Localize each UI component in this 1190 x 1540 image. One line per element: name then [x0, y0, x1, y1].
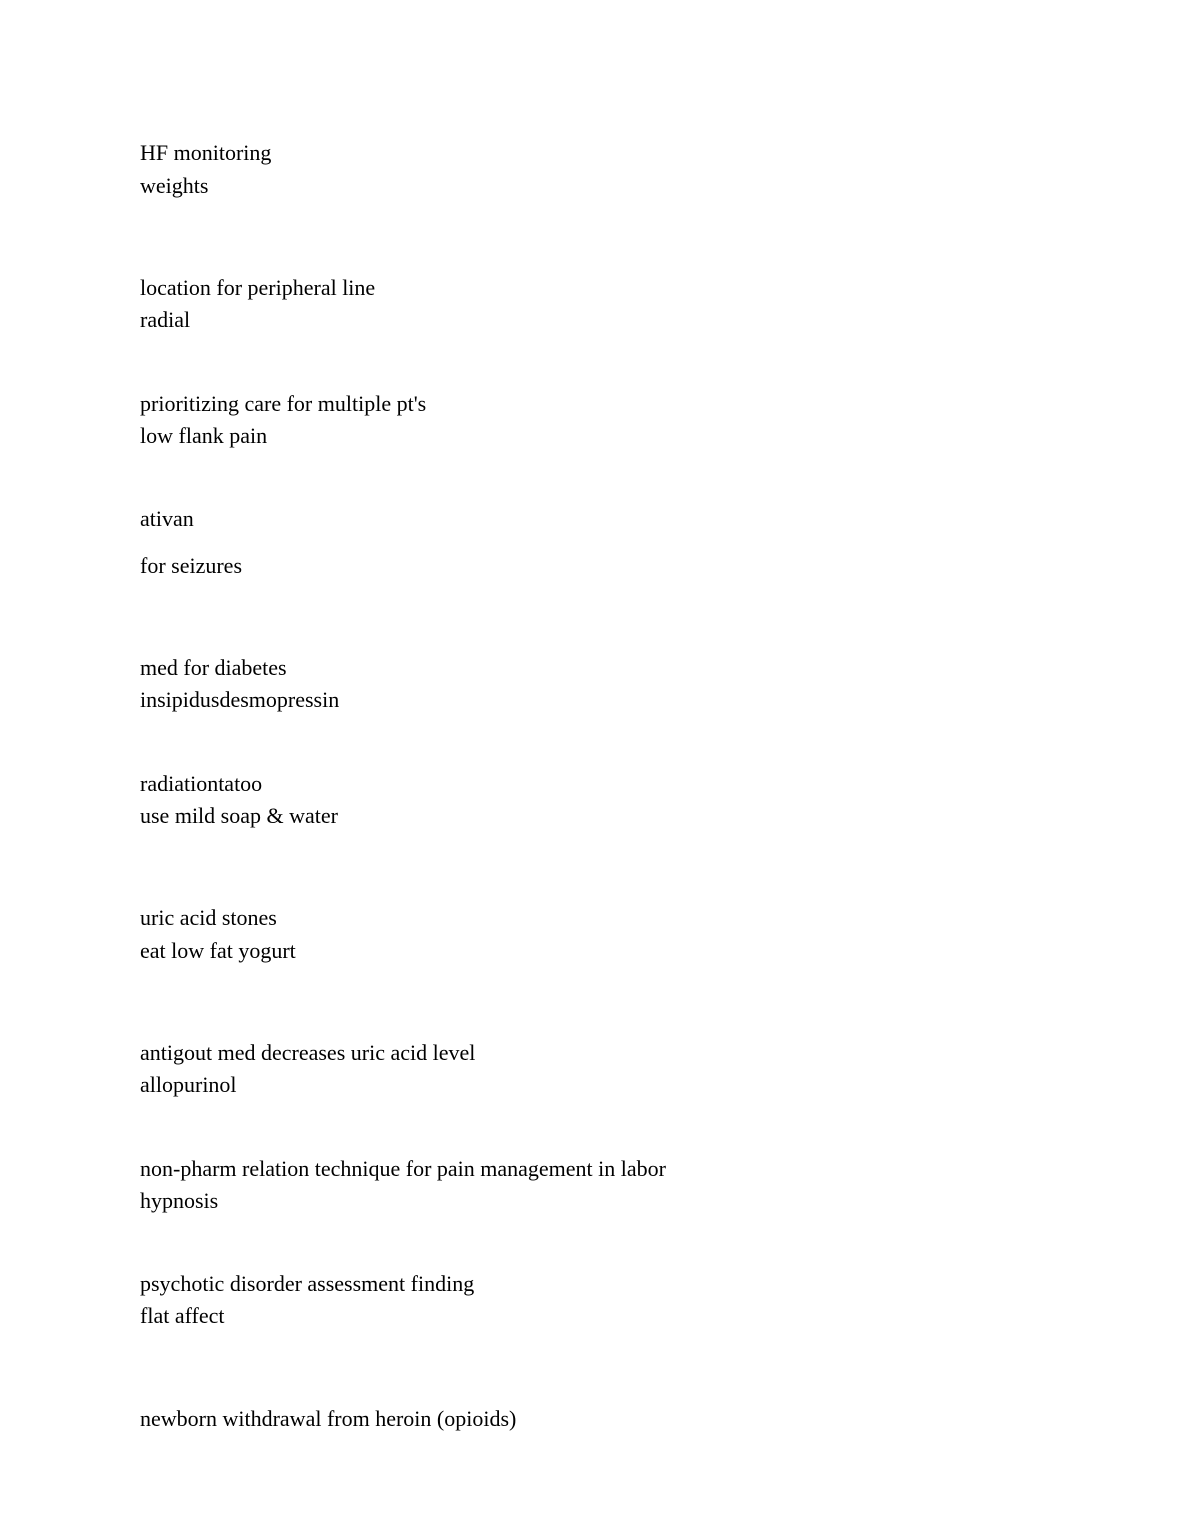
- card-answer: allopurinol: [140, 1072, 237, 1097]
- card-term: HF monitoring: [140, 140, 272, 165]
- card-term: prioritizing care for multiple pt's: [140, 391, 427, 416]
- card-term: newborn withdrawal from heroin (opioids): [140, 1406, 517, 1431]
- card-term: antigout med decreases uric acid level: [140, 1040, 476, 1065]
- card-term: med for diabetes: [140, 655, 287, 680]
- card-term: ativan: [140, 506, 194, 531]
- card-term: psychotic disorder assessment finding: [140, 1271, 475, 1296]
- card-answer: for seizures: [140, 553, 243, 578]
- card-term: uric acid stones: [140, 905, 277, 930]
- card-answer: eat low fat yogurt: [140, 938, 296, 963]
- card-answer: low flank pain: [140, 423, 268, 448]
- card-answer: radial: [140, 307, 191, 332]
- card-term: location for peripheral line: [140, 275, 376, 300]
- card-answer: insipidusdesmopressin: [140, 687, 340, 712]
- card-term: radiationtatoo: [140, 771, 263, 796]
- card-answer: flat affect: [140, 1303, 225, 1328]
- card-term: non-pharm relation technique for pain management in labor: [140, 1156, 666, 1181]
- card-answer: weights: [140, 173, 209, 198]
- card-answer: use mild soap & water: [140, 803, 338, 828]
- card-answer: hypnosis: [140, 1188, 219, 1213]
